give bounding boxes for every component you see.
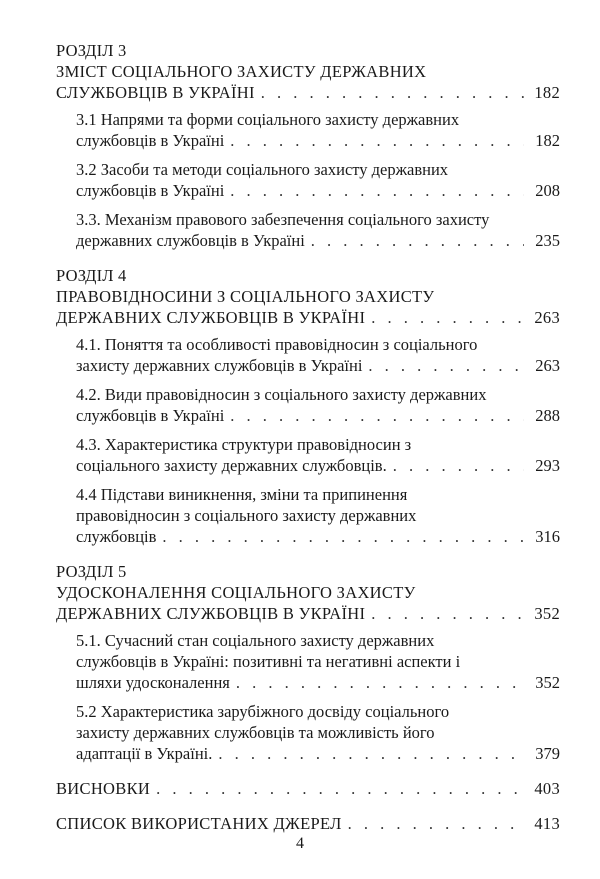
chapter-title-line: ДЕРЖАВНИХ СЛУЖБОВЦІВ В УКРАЇНІ (56, 308, 366, 327)
dot-leader (393, 455, 524, 476)
chapter-title-line: ПРАВОВІДНОСИНИ З СОЦІАЛЬНОГО ЗАХИСТУ (56, 287, 435, 306)
chapter-title-entry[interactable] (56, 582, 560, 624)
section-entry[interactable] (76, 630, 560, 693)
section-line: шляхи удосконалення (76, 673, 230, 692)
page-ref: 352 (535, 673, 560, 692)
section-entry[interactable] (76, 209, 560, 251)
page-ref: 379 (535, 744, 560, 763)
chapter-label: РОЗДІЛ 5 (56, 562, 127, 581)
dot-leader (348, 813, 524, 834)
section-line: службовців в Україні: позитивні та негативні аспекти і (76, 652, 461, 671)
dot-leader (156, 778, 524, 799)
dot-leader (230, 180, 524, 201)
page-ref: 352 (534, 604, 560, 623)
dot-leader (230, 130, 524, 151)
section-entry[interactable] (76, 384, 560, 426)
chapter-4 (56, 265, 560, 547)
section-line: службовців (76, 527, 157, 546)
chapter-label: РОЗДІЛ 3 (56, 41, 127, 60)
conclusions-entry[interactable] (56, 778, 560, 799)
section-line: захисту державних службовців в Україні (76, 356, 363, 375)
section-line: державних службовців в Україні (76, 231, 305, 250)
dot-leader (311, 230, 524, 251)
section-entry[interactable] (76, 159, 560, 201)
section-line: адаптації в Україні. (76, 744, 213, 763)
section-line: 4.2. Види правовідносин з соціального захисту державних (76, 385, 487, 404)
chapter-label: РОЗДІЛ 4 (56, 266, 127, 285)
page-number: 4 (296, 835, 304, 852)
page-ref: 263 (535, 356, 560, 375)
page-ref: 403 (534, 779, 560, 798)
section-line: службовців в Україні (76, 406, 225, 425)
section-line: правовідносин з соціального захисту державних (76, 506, 417, 525)
chapter-title-entry[interactable] (56, 286, 560, 328)
page-ref: 293 (535, 456, 560, 475)
page-ref: 182 (535, 131, 560, 150)
conclusions-title: ВИСНОВКИ (56, 779, 151, 798)
page-ref: 182 (534, 83, 560, 102)
table-of-contents (56, 40, 560, 848)
dot-leader (218, 743, 524, 764)
dot-leader (261, 82, 524, 103)
section-entry[interactable] (76, 334, 560, 376)
chapter-title-line: ДЕРЖАВНИХ СЛУЖБОВЦІВ В УКРАЇНІ (56, 604, 366, 623)
chapter-5 (56, 561, 560, 764)
section-line: службовців в Україні (76, 181, 225, 200)
section-entry[interactable] (76, 434, 560, 476)
section-line: 3.2 Засоби та методи соціального захисту державних (76, 160, 449, 179)
chapter-title-line: ЗМІСТ СОЦІАЛЬНОГО ЗАХИСТУ ДЕРЖАВНИХ (56, 62, 427, 81)
page-ref: 288 (535, 406, 560, 425)
section-line: захисту державних службовців та можливість його (76, 723, 435, 742)
section-line: службовців в Україні (76, 131, 225, 150)
page-ref: 263 (534, 308, 560, 327)
dot-leader (236, 672, 524, 693)
dot-leader (230, 405, 524, 426)
chapter-title-line: УДОСКОНАЛЕННЯ СОЦІАЛЬНОГО ЗАХИСТУ (56, 583, 416, 602)
dot-leader (371, 603, 524, 624)
section-line: соціального захисту державних службовців. (76, 456, 387, 475)
chapter-title-line: СЛУЖБОВЦІВ В УКРАЇНІ (56, 83, 255, 102)
chapter-3 (56, 40, 560, 251)
section-line: 5.1. Сучасний стан соціального захисту державних (76, 631, 435, 650)
section-line: 5.2 Характеристика зарубіжного досвіду соціального (76, 702, 450, 721)
section-entry[interactable] (76, 701, 560, 764)
section-entry[interactable] (76, 484, 560, 547)
chapter-title-entry[interactable] (56, 61, 560, 103)
page-ref: 208 (535, 181, 560, 200)
dot-leader (371, 307, 524, 328)
section-line: 4.1. Поняття та особливості правовідносин з соціального (76, 335, 478, 354)
section-line: 3.3. Механізм правового забезпечення соціального захисту (76, 210, 490, 229)
section-entry[interactable] (76, 109, 560, 151)
section-line: 3.1 Напрями та форми соціального захисту державних (76, 110, 460, 129)
dot-leader (162, 526, 524, 547)
references-entry[interactable] (56, 813, 560, 834)
page-ref: 413 (534, 814, 560, 833)
section-line: 4.3. Характеристика структури правовідносин з (76, 435, 412, 454)
references-title: СПИСОК ВИКОРИСТАНИХ ДЖЕРЕЛ (56, 814, 342, 833)
section-line: 4.4 Підстави виникнення, зміни та припинення (76, 485, 408, 504)
dot-leader (368, 355, 524, 376)
page-ref: 316 (535, 527, 560, 546)
page-ref: 235 (535, 231, 560, 250)
